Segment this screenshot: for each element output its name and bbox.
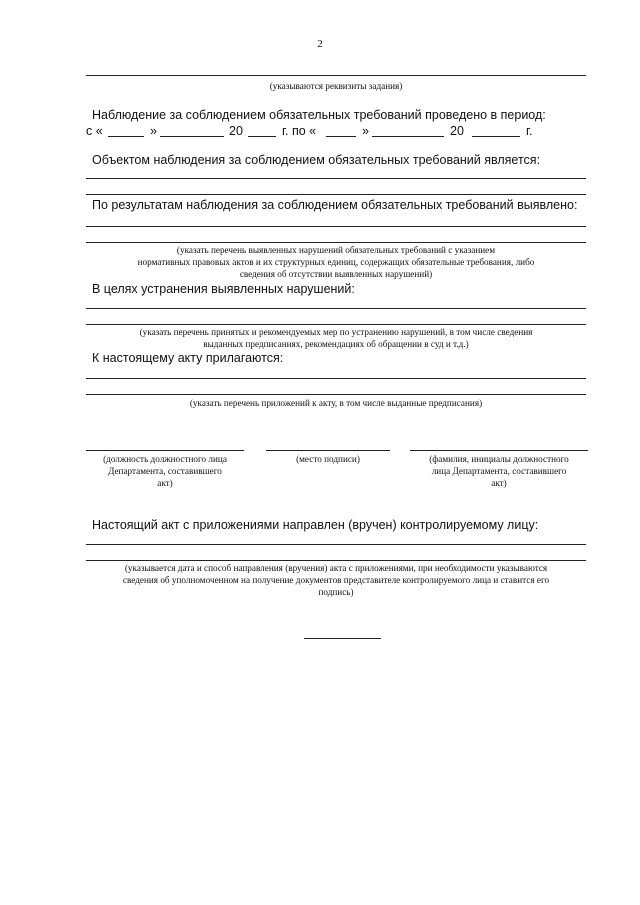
- signature-official-name-line: [410, 450, 588, 451]
- object-label: Объектом наблюдения за соблюдением обязательных требований является:: [92, 153, 541, 167]
- date-to-day-blank: [326, 124, 356, 137]
- sent-line-2: [86, 560, 586, 561]
- delivery-hint-line-2: сведения об уполномоченном на получение документов представителе контролируемого лица и ставится его: [122, 575, 550, 586]
- task-details-hint: (указываются реквизиты задания): [269, 81, 403, 91]
- task-details-line: [86, 75, 586, 76]
- remedy-line-2: [86, 324, 586, 325]
- date-to-quote-close: »: [362, 124, 369, 138]
- date-from-prefix: с «: [86, 124, 103, 138]
- attachments-hint: (указать перечень приложений к акту, в том числе выданные предписания): [189, 398, 483, 408]
- object-line-1: [86, 178, 586, 179]
- delivery-hint-line-1: (указывается дата и способ направления (вручения) акта с приложениями, при необходимости указываются: [124, 563, 548, 573]
- violations-hint-line-2: нормативных правовых актов и их структурных единиц, содержащих обязательные требования, либо: [137, 257, 535, 268]
- date-from-quote-close: »: [150, 124, 157, 138]
- footer-separator-line: [304, 638, 381, 639]
- measures-hint: [86, 326, 586, 350]
- attachments-line-1: [86, 378, 586, 379]
- sent-label: Настоящий акт с приложениями направлен (вручен) контролируемому лицу:: [92, 518, 539, 532]
- signature-official-position-hint-line-1: (должность должностного лица: [103, 454, 227, 464]
- violations-hint-line-1: (указать перечень выявленных нарушений обязательных требований с указанием: [176, 245, 496, 255]
- date-from-day-blank: [108, 124, 144, 137]
- date-to-year-prefix: 20: [450, 124, 464, 138]
- date-from-year-prefix: 20: [229, 124, 243, 138]
- signature-official-position-hint-line-3: акт): [157, 478, 173, 489]
- signature-official-position-hint: [86, 453, 244, 490]
- signature-official-name-hint-line-1: (фамилия, инициалы должностного: [429, 454, 569, 464]
- delivery-hint: [86, 562, 586, 599]
- date-to-year-blank: [472, 124, 520, 137]
- signature-official-name-hint-line-2: лица Департамента, составившего: [431, 466, 567, 477]
- object-line-2: [86, 194, 586, 195]
- violations-hint: [86, 244, 586, 281]
- signature-official-position-line: [86, 450, 244, 451]
- date-to-suffix: г.: [526, 124, 533, 138]
- measures-hint-line-2: выданных предписаниях, рекомендациях об обращении в суд и т.д.): [203, 339, 469, 350]
- date-from-month-blank: [160, 124, 224, 137]
- sent-line-1: [86, 544, 586, 545]
- signature-place-line: [266, 450, 390, 451]
- page-number: 2: [317, 38, 323, 50]
- results-label: По результатам наблюдения за соблюдением обязательных требований выявлено:: [92, 198, 578, 212]
- remedy-line-1: [86, 308, 586, 309]
- violations-hint-line-3: сведения об отсутствии выявленных нарушений): [239, 269, 433, 280]
- signature-official-name-hint: [410, 453, 588, 490]
- delivery-hint-line-3: подпись): [318, 587, 354, 598]
- attachments-label: К настоящему акту прилагаются:: [92, 351, 284, 365]
- signature-official-position-hint-line-2: Департамента, составившего: [108, 466, 222, 477]
- results-line-1: [86, 226, 586, 227]
- period-label: Наблюдение за соблюдением обязательных требований проведено в период:: [92, 108, 546, 122]
- measures-hint-line-1: (указать перечень принятых и рекомендуемых мер по устранению нарушений, в том числе сведения: [139, 327, 533, 337]
- results-line-2: [86, 242, 586, 243]
- date-from-suffix: г. по «: [282, 124, 317, 138]
- remedy-label: В целях устранения выявленных нарушений:: [92, 282, 355, 296]
- attachments-line-2: [86, 394, 586, 395]
- date-to-month-blank: [372, 124, 444, 137]
- date-from-year-blank: [248, 124, 276, 137]
- date-row: [86, 124, 566, 140]
- signature-official-name-hint-line-3: акт): [491, 478, 507, 489]
- signature-place-hint: (место подписи): [296, 454, 360, 464]
